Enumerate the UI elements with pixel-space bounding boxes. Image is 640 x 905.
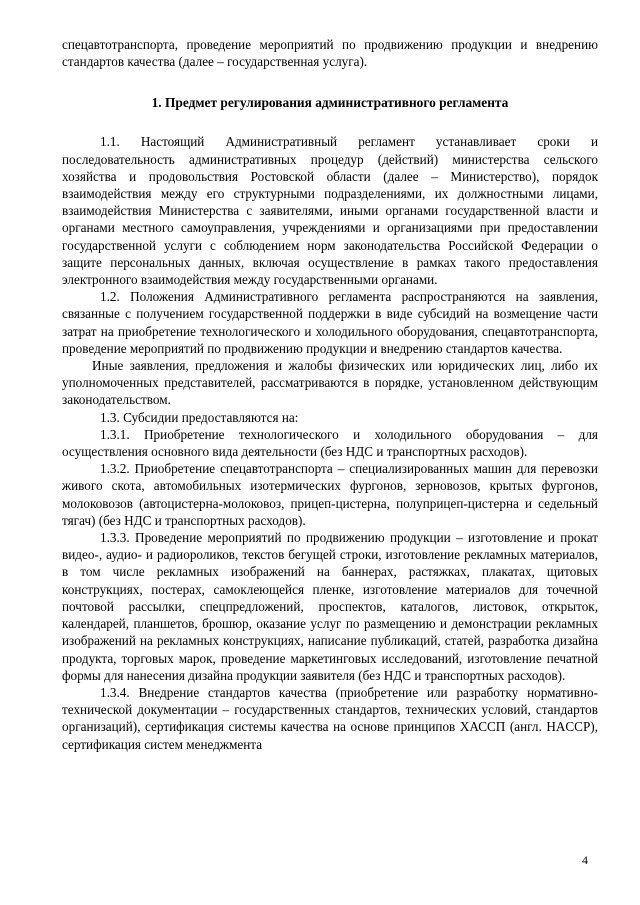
- paragraph-1-2: 1.2. Положения Административного регламента распространяются на заявления, связанные с получением государственной поддержки в виде субсидий на возмещение части затрат на приобретение технологического и холодильного оборудования, спецавтотранспорта, проведение мероприятий по продвижению продукции и внедрению стандартов качества.: [62, 289, 598, 356]
- paragraph-1-3-2: 1.3.2. Приобретение спецавтотранспорта – специализированных машин для перевозки живого скота, автомобильных изотермических фургонов, зерновозов, крытых фургонов, молоковозов (автоцистерна-молоковоз, прицеп-цистерна, полуприцеп-цистерна и седельный тягач) (без НДС и транспортных расходов).: [62, 461, 598, 528]
- opening-paragraph: спецавтотранспорта, проведение мероприятий по продвижению продукции и внедрению стандартов качества (далее – государственная услуга).: [62, 37, 598, 70]
- page-number: 4: [582, 853, 588, 867]
- paragraph-1-1: 1.1. Настоящий Административный регламент устанавливает сроки и последовательность административных процедур (действий) министерства сельского хозяйства и продовольствия Ростовской области (далее – Министерство), порядок взаимодействия между его структурными подразделениями, их должностными лицами, взаимодействия Министерства с заявителями, иными органами государственной власти и органами местного самоуправления, учреждениями и организациями при предоставлении государственной услуги с соблюдением норм законодательства Российской Федерации о защите персональных данных, включая осуществление в рамках такого предоставления электронного взаимодействия между государственными органами.: [62, 134, 598, 288]
- paragraph-other-applications: Иные заявления, предложения и жалобы физических или юридических лиц, либо их уполномоченных представителей, рассматриваются в порядке, установленном действующим законодательством.: [62, 358, 598, 408]
- paragraph-1-3-4: 1.3.4. Внедрение стандартов качества (приобретение или разработку нормативно-технической документации – государственных стандартов, технических условий, стандартов организаций), сертификация системы качества на основе принципов ХАССП (англ. HACCP), сертификация систем менеджмента: [62, 684, 598, 752]
- paragraph-1-3-3: 1.3.3. Проведение мероприятий по продвижению продукции – изготовление и прокат видео-, аудио- и радиороликов, текстов бегущей строки, изготовление рекламных материалов, в том числе рекламных изображений на баннерах, растяжках, плакатах, щитовых конструкциях, постерах, самоклеющейся пленке, изготовление материалов для точечной почтовой рассылки, спецпредложений, проспектов, каталогов, листовок, открыток, календарей, планшетов, брошюр, оказание услуг по размещению и демонстрации рекламных изображений на рекламных конструкциях, написание публикаций, статей, разработка дизайна продукта, торговых марок, проведение маркетинговых исследований, изготовление печатной формы для нанесения дизайна продукции заявителя (без НДС и транспортных расходов).: [62, 530, 598, 683]
- paragraph-1-3: 1.3. Субсидии предоставляются на:: [100, 409, 299, 425]
- section-heading: 1. Предмет регулирования административного регламента: [151, 95, 509, 111]
- document-page: [62, 36, 598, 753]
- paragraph-1-3-1: 1.3.1. Приобретение технологического и холодильного оборудования – для осуществления основного вида деятельности (без НДС и транспортных расходов).: [62, 426, 598, 460]
